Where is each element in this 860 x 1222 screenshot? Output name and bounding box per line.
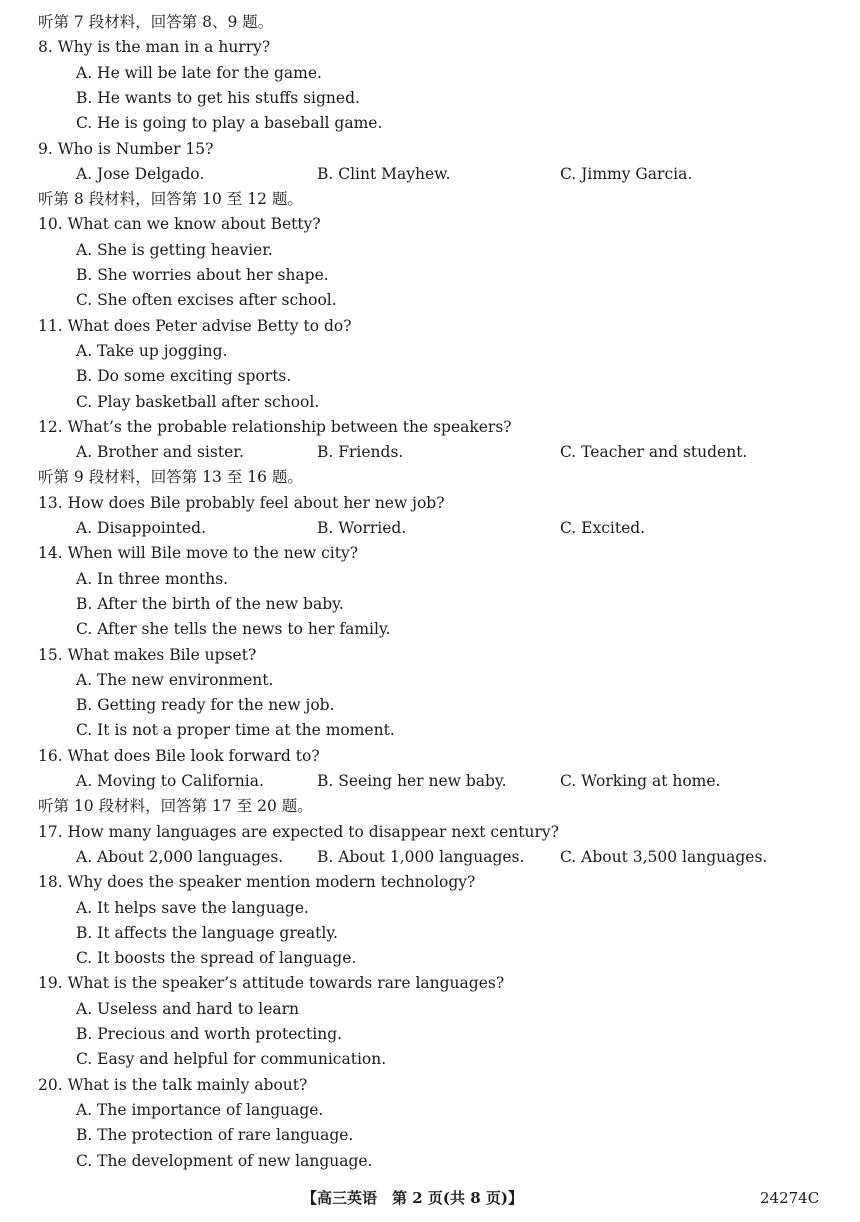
section-instruction: 听第 10 段材料，回答第 17 至 20 题。 xyxy=(38,797,313,816)
section-instruction: 听第 9 段材料，回答第 13 至 16 题。 xyxy=(38,468,303,487)
answer-option: B. He wants to get his stuffs signed. xyxy=(76,88,360,107)
answer-option: B. She worries about her shape. xyxy=(76,266,329,284)
answer-option: C. The development of new language. xyxy=(76,1151,373,1170)
answer-option: C. Play basketball after school. xyxy=(76,392,320,411)
answer-option: C. Teacher and student. xyxy=(560,443,748,462)
answer-option: C. Excited. xyxy=(560,519,646,537)
answer-option: C. Easy and helpful for communication. xyxy=(76,1050,387,1069)
question-stem: 13. How does Bile probably feel about her new job? xyxy=(38,493,445,512)
answer-option: C. About 3,500 languages. xyxy=(560,847,768,866)
page-footer xyxy=(0,1186,860,1210)
answer-option: B. Do some exciting sports. xyxy=(76,367,292,386)
answer-option: A. Jose Delgado. xyxy=(76,164,205,183)
answer-option: C. Working at home. xyxy=(560,772,721,790)
answer-option: A. Brother and sister. xyxy=(76,443,244,462)
question-stem: 11. What does Peter advise Betty to do? xyxy=(38,316,352,335)
answer-option: B. Friends. xyxy=(317,443,404,462)
answer-option: A. Moving to California. xyxy=(76,772,264,790)
answer-option: A. Useless and hard to learn xyxy=(76,999,300,1018)
answer-option: C. It is not a proper time at the moment. xyxy=(76,721,395,740)
answer-option: B. The protection of rare language. xyxy=(76,1126,354,1145)
section-instruction: 听第 7 段材料，回答第 8、9 题。 xyxy=(38,13,274,31)
section-instruction: 听第 8 段材料，回答第 10 至 12 题。 xyxy=(38,190,303,209)
answer-option: B. Seeing her new baby. xyxy=(317,772,507,790)
question-stem: 16. What does Bile look forward to? xyxy=(38,746,320,765)
question-stem: 19. What is the speaker’s attitude towards rare languages? xyxy=(38,974,505,993)
answer-option: A. About 2,000 languages. xyxy=(76,847,284,866)
question-stem: 12. What’s the probable relationship between the speakers? xyxy=(38,417,512,436)
answer-option: A. The importance of language. xyxy=(76,1100,324,1119)
answer-option: B. Getting ready for the new job. xyxy=(76,696,335,715)
answer-option: A. Take up jogging. xyxy=(76,341,228,360)
answer-option: C. Jimmy Garcia. xyxy=(560,164,693,183)
question-stem: 20. What is the talk mainly about? xyxy=(38,1075,308,1094)
question-stem: 10. What can we know about Betty? xyxy=(38,215,321,234)
answer-option: C. He is going to play a baseball game. xyxy=(76,114,383,133)
question-stem: 8. Why is the man in a hurry? xyxy=(38,38,271,57)
footer-paper-code: 24274C xyxy=(760,1189,820,1207)
answer-option: C. After she tells the news to her family. xyxy=(76,620,391,639)
answer-option: C. She often excises after school. xyxy=(76,291,337,310)
question-stem: 15. What makes Bile upset? xyxy=(38,645,257,664)
question-stem: 18. Why does the speaker mention modern technology? xyxy=(38,873,476,892)
footer-page-info: 【高三英语 第 2 页(共 8 页)】 xyxy=(302,1189,523,1207)
answer-option: A. He will be late for the game. xyxy=(76,63,322,82)
answer-option: A. It helps save the language. xyxy=(76,898,309,917)
question-stem: 14. When will Bile move to the new city? xyxy=(38,544,359,563)
answer-option: A. Disappointed. xyxy=(76,519,206,537)
answer-option: B. It affects the language greatly. xyxy=(76,923,338,942)
answer-option: A. In three months. xyxy=(76,569,229,588)
question-stem: 17. How many languages are expected to disappear next century? xyxy=(38,822,559,841)
answer-option: A. She is getting heavier. xyxy=(76,240,273,259)
answer-option: B. Precious and worth protecting. xyxy=(76,1025,343,1043)
answer-option: A. The new environment. xyxy=(76,670,274,689)
question-stem: 9. Who is Number 15? xyxy=(38,139,214,158)
answer-option: B. After the birth of the new baby. xyxy=(76,594,344,613)
answer-option: B. About 1,000 languages. xyxy=(317,847,525,866)
answer-option: B. Worried. xyxy=(317,519,407,537)
answer-option: B. Clint Mayhew. xyxy=(317,164,451,183)
answer-option: C. It boosts the spread of language. xyxy=(76,949,357,968)
